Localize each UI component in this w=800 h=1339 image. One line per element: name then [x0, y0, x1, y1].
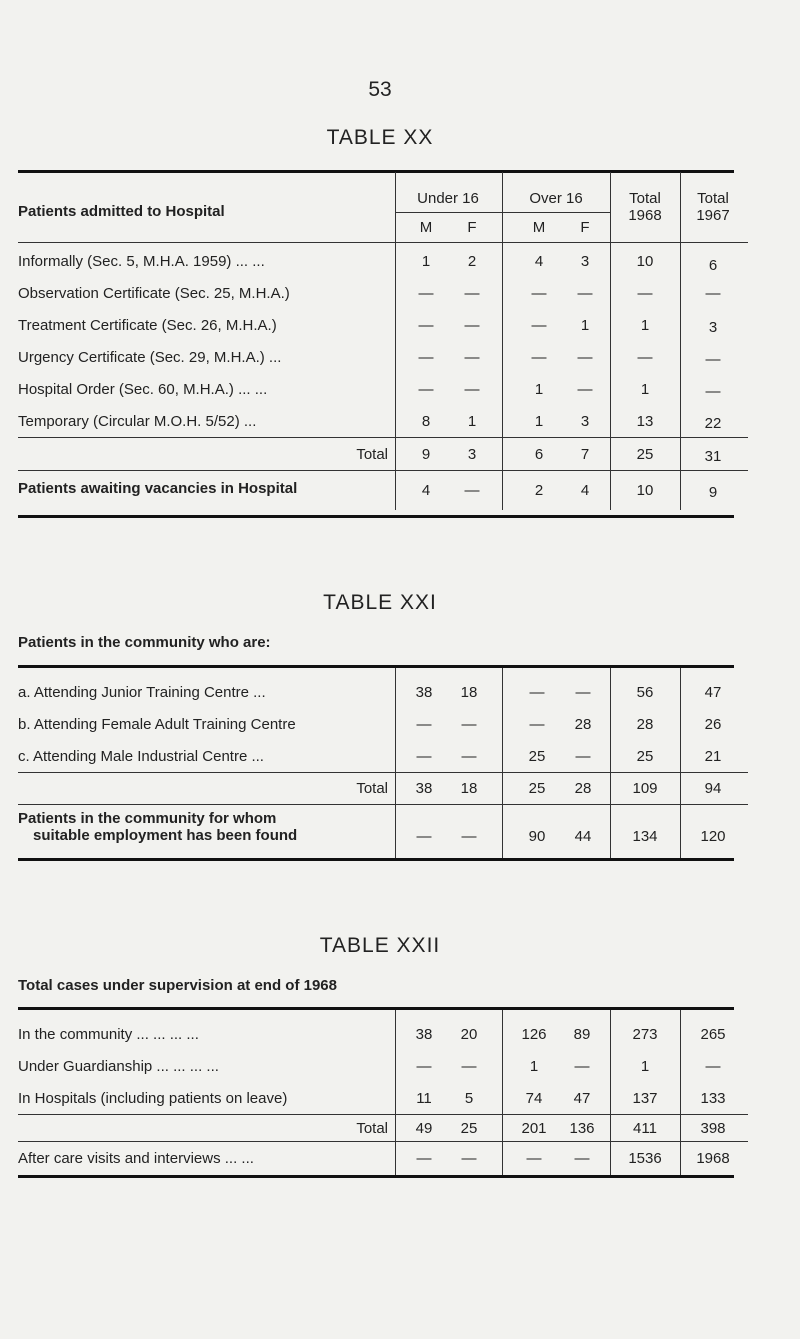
- cell: —: [705, 285, 721, 302]
- row-rule: [18, 804, 748, 805]
- cell: 1968: [696, 1150, 730, 1167]
- cell: —: [461, 1150, 477, 1167]
- total-label: Total: [356, 1120, 388, 1137]
- cell: —: [464, 349, 480, 366]
- cell: 22: [704, 415, 722, 432]
- cell: 1: [640, 1058, 650, 1075]
- cell: 11: [416, 1090, 432, 1107]
- cell: 1: [640, 381, 650, 398]
- employment-label-line2: suitable employment has been found: [33, 827, 298, 844]
- cell: 25: [636, 446, 654, 463]
- col-total-1967-year: 1967: [696, 207, 730, 224]
- cell: —: [577, 285, 593, 302]
- cell: 2: [467, 253, 477, 270]
- page-number: 53: [368, 78, 392, 101]
- cell: —: [577, 381, 593, 398]
- cell: 20: [460, 1026, 478, 1043]
- row-label: Observation Certificate (Sec. 25, M.H.A.): [18, 285, 290, 302]
- cell: 109: [632, 780, 658, 797]
- col-divider: [395, 668, 396, 859]
- row-label: b. Attending Female Adult Training Centre: [18, 716, 296, 733]
- cell: 25: [636, 748, 654, 765]
- total-label: Total: [356, 446, 388, 463]
- cell: —: [637, 349, 653, 366]
- cell: 90: [528, 828, 546, 845]
- cell: —: [529, 716, 545, 733]
- cell: 25: [528, 780, 546, 797]
- cell: 4: [421, 482, 431, 499]
- cell: 126: [521, 1026, 547, 1043]
- table-xx-bottom-rule: [18, 515, 734, 518]
- sub-col-m: M: [419, 219, 433, 236]
- col-total-1968: Total: [629, 190, 661, 207]
- sub-col-m: M: [532, 219, 546, 236]
- cell: 25: [460, 1120, 478, 1137]
- cell: —: [464, 285, 480, 302]
- cell: 3: [580, 253, 590, 270]
- col-group-under16: Under 16: [417, 190, 479, 207]
- cell: 13: [636, 413, 654, 430]
- cell: 89: [573, 1026, 591, 1043]
- table-xxi-top-rule: [18, 665, 734, 668]
- cell: —: [464, 381, 480, 398]
- cell: 4: [580, 482, 590, 499]
- col-group-over16: Over 16: [529, 190, 583, 207]
- cell: 411: [633, 1120, 657, 1137]
- row-label: c. Attending Male Industrial Centre ...: [18, 748, 264, 765]
- cell: 47: [704, 684, 722, 701]
- cell: —: [529, 684, 545, 701]
- group-header-rule: [395, 212, 611, 213]
- cell: 31: [704, 448, 722, 465]
- sub-col-f: F: [580, 219, 590, 236]
- cell: —: [416, 716, 432, 733]
- cell: 38: [415, 684, 433, 701]
- cell: 7: [580, 446, 590, 463]
- cell: 18: [460, 684, 478, 701]
- cell: —: [418, 381, 434, 398]
- cell: 3: [467, 446, 477, 463]
- row-label: In the community ... ... ... ...: [18, 1026, 199, 1043]
- table-xxii-top-rule: [18, 1007, 734, 1010]
- cell: —: [418, 317, 434, 334]
- cell: 9: [708, 484, 718, 501]
- row-rule: [18, 437, 748, 438]
- cell: 1: [529, 1058, 539, 1075]
- table-xxii-bottom-rule: [18, 1175, 734, 1178]
- header-bottom-rule: [18, 242, 748, 243]
- cell: 134: [632, 828, 658, 845]
- row-rule: [18, 1114, 748, 1115]
- cell: —: [575, 684, 591, 701]
- col-divider: [395, 1010, 396, 1175]
- cell: 265: [700, 1026, 726, 1043]
- cell: —: [418, 349, 434, 366]
- cell: 28: [574, 716, 592, 733]
- cell: —: [531, 285, 547, 302]
- cell: —: [461, 828, 477, 845]
- cell: 56: [636, 684, 654, 701]
- row-rule: [18, 1141, 748, 1142]
- col-divider: [502, 172, 503, 510]
- cell: —: [416, 828, 432, 845]
- cell: —: [526, 1150, 542, 1167]
- cell: —: [531, 317, 547, 334]
- cell: 10: [636, 482, 654, 499]
- cell: —: [705, 351, 721, 368]
- cell: —: [418, 285, 434, 302]
- row-label: Informally (Sec. 5, M.H.A. 1959) ... ...: [18, 253, 265, 270]
- row-rule: [18, 772, 748, 773]
- col-divider: [502, 668, 503, 859]
- cell: —: [416, 1058, 432, 1075]
- cell: 1: [640, 317, 650, 334]
- row-label: Treatment Certificate (Sec. 26, M.H.A.): [18, 317, 277, 334]
- cell: 38: [415, 1026, 433, 1043]
- table-xxii-title: TABLE XXII: [319, 934, 441, 957]
- employment-label-line1: Patients in the community for whom: [18, 810, 277, 827]
- col-total-1968-year: 1968: [628, 207, 662, 224]
- cell: —: [416, 1150, 432, 1167]
- cell: 133: [700, 1090, 726, 1107]
- cell: 8: [421, 413, 431, 430]
- cell: 9: [421, 446, 431, 463]
- cell: 10: [636, 253, 654, 270]
- cell: 1: [534, 381, 544, 398]
- table-xxi-bottom-rule: [18, 858, 734, 861]
- cell: 137: [632, 1090, 658, 1107]
- col-divider: [502, 1010, 503, 1175]
- cell: —: [705, 1058, 721, 1075]
- cell: —: [637, 285, 653, 302]
- cell: —: [416, 748, 432, 765]
- cell: 136: [569, 1120, 595, 1137]
- cell: 21: [704, 748, 722, 765]
- cell: 25: [528, 748, 546, 765]
- cell: 6: [534, 446, 544, 463]
- cell: 38: [415, 780, 433, 797]
- cell: 201: [521, 1120, 547, 1137]
- cell: 26: [704, 716, 722, 733]
- table-xx-title: TABLE XX: [326, 126, 434, 149]
- cell: —: [574, 1150, 590, 1167]
- cell: 5: [464, 1090, 474, 1107]
- cell: —: [464, 317, 480, 334]
- cell: —: [531, 349, 547, 366]
- row-label: In Hospitals (including patients on leave): [18, 1090, 288, 1107]
- cell: 49: [415, 1120, 433, 1137]
- cell: 1: [580, 317, 590, 334]
- cell: 3: [708, 319, 718, 336]
- cell: —: [461, 1058, 477, 1075]
- table-xxi-title: TABLE XXI: [323, 591, 437, 614]
- cell: —: [464, 482, 480, 499]
- cell: 2: [534, 482, 544, 499]
- cell: 1: [421, 253, 431, 270]
- cell: 3: [580, 413, 590, 430]
- awaiting-label: Patients awaiting vacancies in Hospital: [18, 480, 298, 497]
- cell: —: [705, 383, 721, 400]
- cell: 1536: [628, 1150, 662, 1167]
- cell: 1: [467, 413, 477, 430]
- cell: —: [461, 748, 477, 765]
- cell: —: [461, 716, 477, 733]
- cell: —: [575, 748, 591, 765]
- table-xxi-subtitle: Patients in the community who are:: [18, 634, 271, 651]
- cell: 74: [525, 1090, 543, 1107]
- cell: 4: [534, 253, 544, 270]
- total-label: Total: [356, 780, 388, 797]
- cell: 28: [636, 716, 654, 733]
- cell: 398: [700, 1120, 726, 1137]
- cell: 28: [574, 780, 592, 797]
- row-rule: [18, 470, 748, 471]
- row-label: a. Attending Junior Training Centre ...: [18, 684, 266, 701]
- table-xx-top-rule: [18, 170, 734, 173]
- table-xxii-subtitle: Total cases under supervision at end of 1968: [18, 977, 337, 994]
- row-label: Temporary (Circular M.O.H. 5/52) ...: [18, 413, 257, 430]
- cell: 6: [708, 257, 718, 274]
- cell: 44: [574, 828, 592, 845]
- cell: 273: [632, 1026, 658, 1043]
- row-label: Under Guardianship ... ... ... ...: [18, 1058, 219, 1075]
- table-xx-header-label: Patients admitted to Hospital: [18, 203, 225, 220]
- col-total-1967: Total: [697, 190, 729, 207]
- cell: 1: [534, 413, 544, 430]
- cell: 94: [704, 780, 722, 797]
- cell: 47: [573, 1090, 591, 1107]
- sub-col-f: F: [467, 219, 477, 236]
- col-divider: [395, 172, 396, 510]
- row-label: Urgency Certificate (Sec. 29, M.H.A.) ...: [18, 349, 282, 366]
- aftercare-label: After care visits and interviews ... ...: [18, 1150, 254, 1167]
- cell: 18: [460, 780, 478, 797]
- cell: —: [577, 349, 593, 366]
- cell: —: [574, 1058, 590, 1075]
- row-label: Hospital Order (Sec. 60, M.H.A.) ... ...: [18, 381, 268, 398]
- cell: 120: [700, 828, 726, 845]
